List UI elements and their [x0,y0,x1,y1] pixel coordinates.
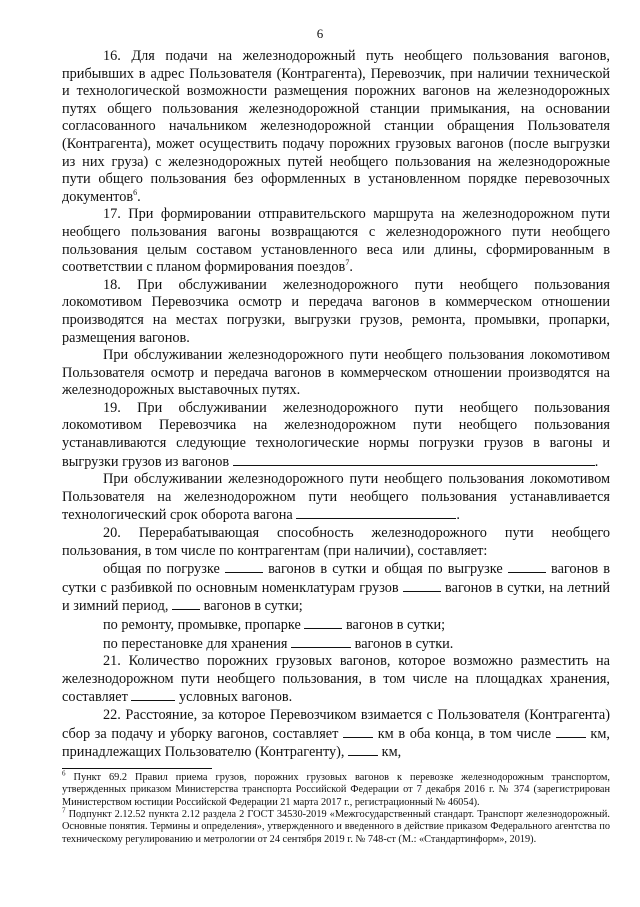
footnote-6: $^6$ Пункт 69.2 Правил приема грузов, порожних грузовых вагонов к перевозке железнодорожным транспортом, утвержденных приказом Министерства транспорта Российской Федерации от 7 декабря 2016 г. № 374 (зарегистрирован Министерством юстиции Российской Федерации 21 марта 2017 г., регистрационный № 46054). [62,769,610,808]
blank-field-empty-cars [131,688,175,701]
paragraph-20-storage: по перестановке для хранения вагонов в сутки. [103,635,454,652]
paragraph-19-turnover: При обслуживании железнодорожного пути необщего пользования локомотивом Пользователя на железнодорожном пути необщего пользования устанавливается технологический срок оборота вагона . [62,471,610,524]
paragraph-18: 18. При обслуживании железнодорожного пути необщего пользования локомотивом Перевозчика осмотр и передача вагонов в коммерческом отношении производятся на местах погрузки, выгрузки грузов, ремонта, промывки, пропарки, размещения вагонов. [62,276,610,346]
blank-field-repair [304,616,342,629]
footnote-ref-7[interactable]: 7 [345,258,350,268]
blank-field-loading [225,560,263,573]
blank-field-season [172,597,200,610]
footnote-separator [62,768,212,769]
document-body [62,48,610,762]
paragraph-16: 16. Для подачи на железнодорожный путь необщего пользования вагонов, прибывших в адрес Пользователя (Контрагента), Перевозчик, при наличии технической и технологической возможности размещения порожних вагонов на железнодорожных путях общего пользования железнодорожной станции примыкания, на основании согласованного начальником железнодорожной станции обращения Пользователя (Контрагента), может осуществить подачу порожних грузовых вагонов (после выгрузки из них груза) с железнодорожных путей необщего пользования на железнодорожные пути общего пользования без оформленных в установленном порядке перевозочных документов$^6$. [62,48,610,205]
footnote-ref-6[interactable]: 6 [133,187,138,197]
blank-field-distance-user [556,725,586,738]
paragraph-17: 17. При формировании отправительского маршрута на железнодорожном пути необщего пользования вагоны возвращаются с железнодорожного пути необщего пользования целым составом установленного веса или длины, сформированным в соответствии с планом формирования поездов$^7$. [62,206,610,276]
paragraph-20: 20. Перерабатывающая способность железнодорожного пути необщего пользования, в том числе по контрагентам (при наличии), составляет: [62,525,610,559]
page-number: 6 [316,26,324,41]
paragraph-20-repair: по ремонту, промывке, пропарке вагонов в сутки; [103,617,446,633]
paragraph-19: 19. При обслуживании железнодорожного пути необщего пользования локомотивом Перевозчика на железнодорожном пути необщего пользования устанавливаются следующие технологические нормы погрузки грузов в вагоны и выгрузки грузов из вагонов . [62,399,610,470]
blank-field-storage [291,635,351,648]
blank-field-turnover [296,506,456,519]
blank-field-loading-norms [233,453,595,466]
paragraph-20-general: общая по погрузке вагонов в сутки и общая по выгрузке вагонов в сутки с разбивкой по основным номенклатурам грузов вагонов в сутки, на летний и зимний период, вагонов в сутки; [62,561,611,615]
blank-field-unloading [508,560,546,573]
footnote-7: $^7$ Подпункт 2.12.52 пункта 2.12 раздела 2 ГОСТ 34530-2019 «Межгосударственный стандарт. Транспорт железнодорожный. Основные понятия. Термины и определения», утвержденного и введенного в действие приказом Федерального агентства по техническому регулированию и метрологии от 24 сентября 2019 г. № 748-ст (М.: «Стандартинформ», 2019). [62,806,610,845]
blank-field-nomenclature [403,579,441,592]
blank-field-distance-other [348,743,378,756]
paragraph-21: 21. Количество порожних грузовых вагонов, которое возможно разместить на железнодорожном пути необщего пользования, в том числе на площадках хранения, составляет условных вагонов. [62,653,610,706]
paragraph-22: 22. Расстояние, за которое Перевозчиком взимается с Пользователя (Контрагента) сбор за подачу и уборку вагонов, составляет км в оба конца, в том числе км, принадлежащих Пользователю (Контрагенту), км, [62,706,610,761]
blank-field-distance-total [343,725,373,738]
paragraph-18-user-locomotive: При обслуживании железнодорожного пути необщего пользования локомотивом Пользователя осмотр и передача вагонов в коммерческом отношении производятся на железнодорожных выставочных путях. [62,347,610,399]
